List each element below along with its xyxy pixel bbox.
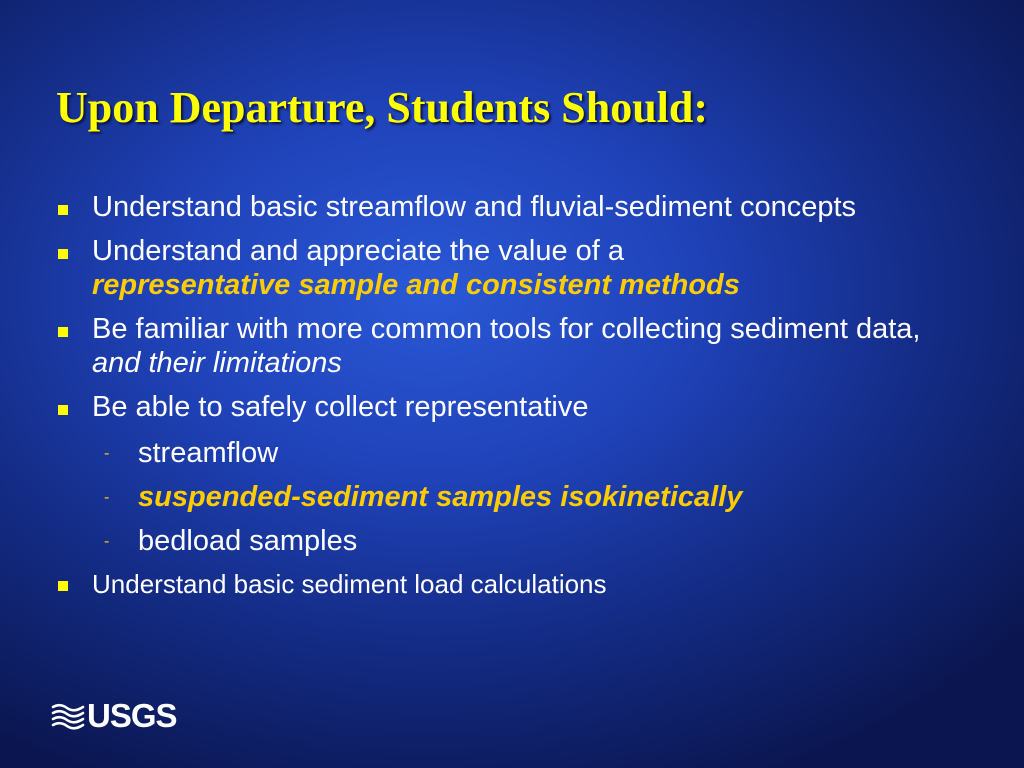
bullet-item	[56, 568, 976, 600]
dash-marker: -	[104, 445, 110, 462]
dash-marker: -	[104, 533, 110, 550]
sub-bullet-item	[92, 436, 976, 470]
usgs-logo	[51, 697, 177, 734]
square-bullet-icon	[58, 405, 68, 415]
sub-bullet-list	[92, 436, 976, 558]
bullet-text: Understand and appreciate the value of a	[92, 235, 625, 267]
bullet-emphasis: and their limitations	[92, 347, 342, 379]
slide-title: Upon Departure, Students Should:	[56, 83, 709, 132]
bullet-item	[56, 234, 976, 302]
usgs-logo-text: USGS	[87, 697, 177, 734]
bullet-text: Understand basic sediment load calculations	[92, 569, 607, 599]
bullet-item	[56, 390, 976, 558]
dash-marker: -	[104, 489, 110, 506]
sub-bullet-item	[92, 524, 976, 558]
bullet-item	[56, 312, 976, 380]
bullet-item	[56, 190, 976, 224]
bullet-emphasis: representative sample and consistent methods	[92, 269, 740, 301]
sub-bullet-text: streamflow	[138, 437, 279, 469]
square-bullet-icon	[58, 327, 68, 337]
square-bullet-icon	[58, 249, 68, 259]
bullet-text: Understand basic streamflow and fluvial-sediment concepts	[92, 191, 857, 223]
sub-bullet-text: suspended-sediment samples isokinetically	[138, 481, 743, 513]
square-bullet-icon	[58, 205, 68, 215]
usgs-wave-icon	[51, 701, 85, 731]
bullet-list	[56, 190, 976, 610]
bullet-text: Be able to safely collect representative	[92, 391, 589, 423]
square-bullet-icon	[58, 581, 68, 591]
bullet-text: Be familiar with more common tools for collecting sediment data,	[92, 313, 921, 345]
sub-bullet-item	[92, 480, 976, 514]
sub-bullet-text: bedload samples	[138, 525, 358, 557]
